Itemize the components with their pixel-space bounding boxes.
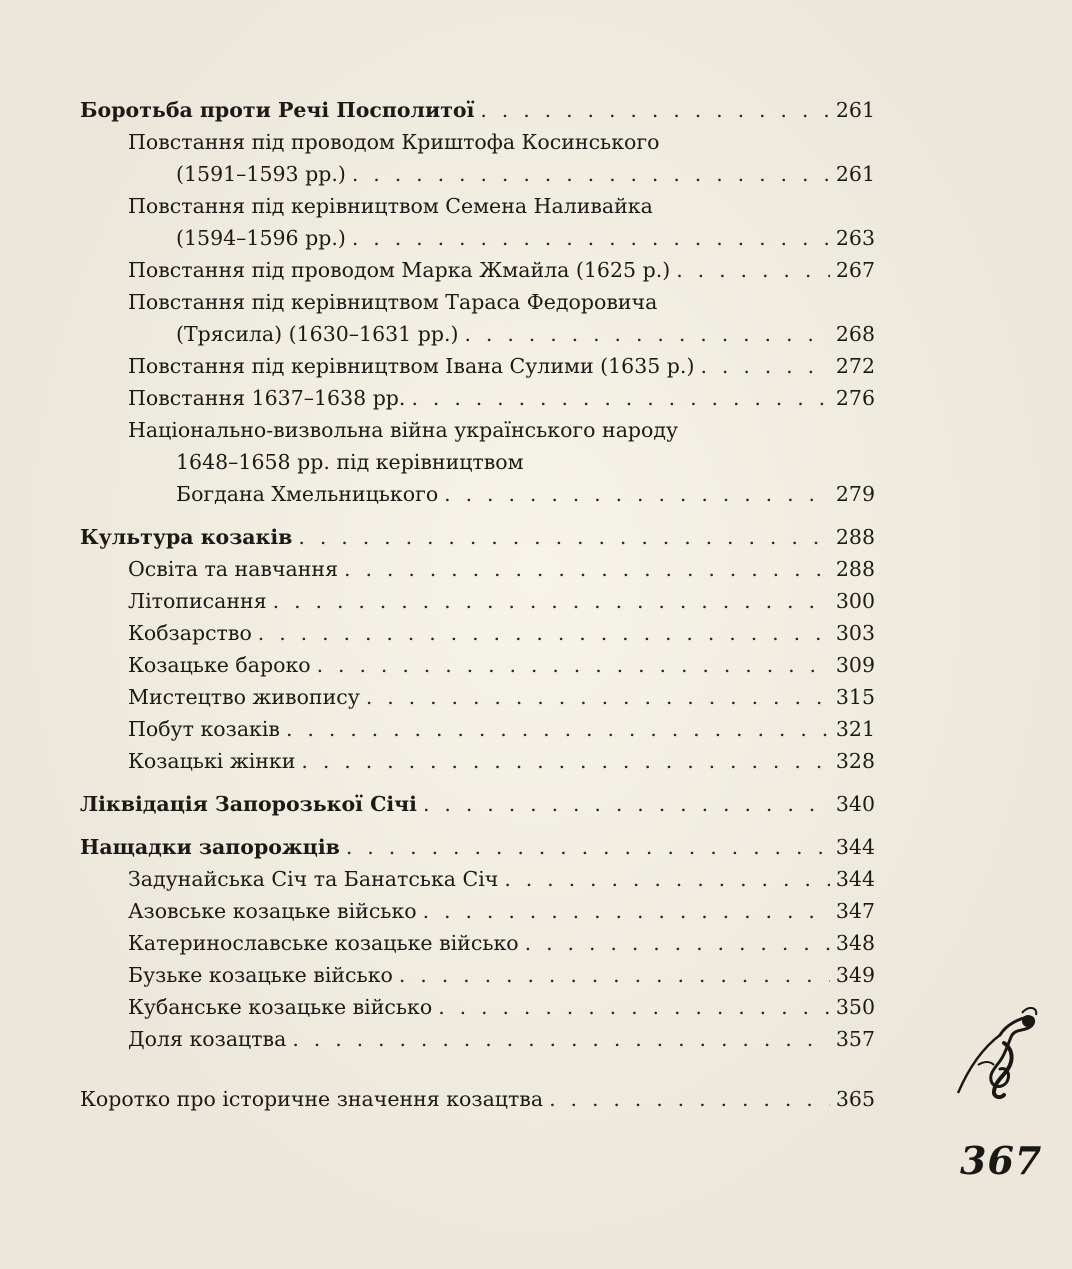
toc-leader-dots bbox=[423, 895, 830, 927]
table-of-contents bbox=[80, 94, 875, 1115]
toc-entry bbox=[80, 927, 875, 959]
toc-leader-dots bbox=[480, 94, 829, 126]
toc-entry-page: 288 bbox=[835, 525, 875, 549]
toc-entry-page: 279 bbox=[835, 482, 875, 506]
toc-entry bbox=[80, 585, 875, 617]
toc-entry-page: 261 bbox=[835, 98, 875, 122]
toc-entry bbox=[80, 446, 875, 478]
page-number: 367 bbox=[960, 1138, 1043, 1183]
toc-entry bbox=[80, 681, 875, 713]
toc-leader-dots bbox=[549, 1083, 830, 1115]
toc-entry-title: Бузьке козацьке військо bbox=[128, 963, 393, 987]
toc-entry-title: Кубанське козацьке військо bbox=[128, 995, 433, 1019]
toc-entry bbox=[80, 350, 875, 382]
toc-entry-title: 1648–1658 рр. під керівництвом bbox=[176, 450, 524, 474]
toc-entry-title: Повстання під проводом Марка Жмайла (1625 р.) bbox=[128, 258, 671, 282]
toc-entry-page: 267 bbox=[835, 258, 875, 282]
toc-entry-title: Літописання bbox=[128, 589, 267, 613]
toc-entry-page: 340 bbox=[835, 792, 875, 816]
toc-entry-title: (1594–1596 рр.) bbox=[176, 226, 346, 250]
toc-entry-title: Катеринославське козацьке військо bbox=[128, 931, 519, 955]
toc-entry-title: Національно-визвольна війна українського народу bbox=[128, 418, 679, 442]
toc-entry-page: 309 bbox=[835, 653, 875, 677]
toc-entry-page: 365 bbox=[835, 1087, 875, 1111]
toc-leader-dots bbox=[366, 681, 830, 713]
toc-entry-page: 268 bbox=[835, 322, 875, 346]
toc-entry bbox=[80, 126, 875, 158]
toc-entry-title: Повстання під проводом Криштофа Косинського bbox=[128, 130, 660, 154]
toc-entry-title: Козацьке бароко bbox=[128, 653, 311, 677]
toc-entry bbox=[80, 617, 875, 649]
toc-leader-dots bbox=[399, 959, 830, 991]
toc-section-entry bbox=[80, 831, 875, 863]
toc-entry-title: Богдана Хмельницького bbox=[176, 482, 439, 506]
toc-entry-title: Повстання 1637–1638 рр. bbox=[128, 386, 406, 410]
toc-entry bbox=[80, 254, 875, 286]
toc-leader-dots bbox=[352, 222, 830, 254]
toc-entry bbox=[80, 158, 875, 190]
cossack-figure-icon bbox=[948, 995, 1043, 1105]
toc-leader-dots bbox=[292, 1023, 830, 1055]
toc-entry-page: 349 bbox=[835, 963, 875, 987]
toc-entry-page: 263 bbox=[835, 226, 875, 250]
toc-entry-title: Доля козацтва bbox=[128, 1027, 287, 1051]
toc-section-entry bbox=[80, 788, 875, 820]
toc-entry bbox=[80, 286, 875, 318]
toc-section-entry bbox=[80, 521, 875, 553]
toc-leader-dots bbox=[258, 617, 830, 649]
toc-leader-dots bbox=[286, 713, 830, 745]
toc-entry bbox=[80, 222, 875, 254]
toc-entry-title: Освіта та навчання bbox=[128, 557, 339, 581]
toc-entry bbox=[80, 553, 875, 585]
toc-entry bbox=[80, 190, 875, 222]
toc-entry bbox=[80, 713, 875, 745]
toc-entry-title: Козацькі жінки bbox=[128, 749, 296, 773]
toc-entry-page: 303 bbox=[835, 621, 875, 645]
toc-entry-title: (1591–1593 рр.) bbox=[176, 162, 346, 186]
toc-entry-page: 347 bbox=[835, 899, 875, 923]
toc-entry bbox=[80, 318, 875, 350]
toc-entry bbox=[80, 895, 875, 927]
toc-entry-title: Культура козаків bbox=[80, 525, 293, 549]
toc-leader-dots bbox=[504, 863, 830, 895]
toc-leader-dots bbox=[301, 745, 829, 777]
toc-leader-dots bbox=[525, 927, 830, 959]
toc-entry-page: 357 bbox=[835, 1027, 875, 1051]
toc-entry-page: 276 bbox=[835, 386, 875, 410]
toc-entry bbox=[80, 414, 875, 446]
toc-leader-dots bbox=[676, 254, 830, 286]
toc-entry-page: 321 bbox=[835, 717, 875, 741]
toc-entry-page: 300 bbox=[835, 589, 875, 613]
toc-entry bbox=[80, 745, 875, 777]
toc-leader-dots bbox=[411, 382, 829, 414]
toc-leader-dots bbox=[700, 350, 829, 382]
toc-section-entry bbox=[80, 94, 875, 126]
toc-entry-title: Боротьба проти Речі Посполитої bbox=[80, 98, 475, 122]
toc-entry-page: 344 bbox=[835, 867, 875, 891]
toc-entry bbox=[80, 863, 875, 895]
toc-leader-dots bbox=[344, 553, 830, 585]
toc-entry bbox=[80, 478, 875, 510]
toc-leader-dots bbox=[465, 318, 830, 350]
toc-entry-title: Задунайська Січ та Банатська Січ bbox=[128, 867, 499, 891]
toc-leader-dots bbox=[298, 521, 829, 553]
toc-entry-page: 348 bbox=[835, 931, 875, 955]
toc-entry bbox=[80, 1083, 875, 1115]
toc-entry-page: 350 bbox=[835, 995, 875, 1019]
toc-entry-page: 288 bbox=[835, 557, 875, 581]
toc-entry-title: Ліквідація Запорозької Січі bbox=[80, 792, 417, 816]
toc-entry-title: Нащадки запорожців bbox=[80, 835, 340, 859]
toc-leader-dots bbox=[317, 649, 830, 681]
toc-leader-dots bbox=[444, 478, 830, 510]
toc-entry bbox=[80, 991, 875, 1023]
toc-entry bbox=[80, 382, 875, 414]
toc-entry-title: Азовське козацьке військо bbox=[128, 899, 417, 923]
toc-leader-dots bbox=[352, 158, 830, 190]
toc-leader-dots bbox=[438, 991, 830, 1023]
toc-leader-dots bbox=[273, 585, 830, 617]
toc-entry-title: Повстання під керівництвом Семена Наливайка bbox=[128, 194, 653, 218]
toc-leader-dots bbox=[346, 831, 830, 863]
toc-entry-page: 344 bbox=[835, 835, 875, 859]
toc-entry-page: 328 bbox=[835, 749, 875, 773]
toc-entry-title: Кобзарство bbox=[128, 621, 252, 645]
toc-entry-page: 261 bbox=[835, 162, 875, 186]
toc-entry-title: Мистецтво живопису bbox=[128, 685, 360, 709]
toc-entry-title: Повстання під керівництвом Івана Сулими (1635 р.) bbox=[128, 354, 695, 378]
toc-entry-title: Побут козаків bbox=[128, 717, 280, 741]
toc-entry-page: 315 bbox=[835, 685, 875, 709]
toc-entry bbox=[80, 1023, 875, 1055]
toc-entry bbox=[80, 959, 875, 991]
toc-entry bbox=[80, 649, 875, 681]
toc-leader-dots bbox=[423, 788, 830, 820]
toc-entry-title: Повстання під керівництвом Тараса Федоровича bbox=[128, 290, 658, 314]
toc-entry-page: 272 bbox=[835, 354, 875, 378]
toc-entry-title: (Трясила) (1630–1631 рр.) bbox=[176, 322, 459, 346]
toc-entry-title: Коротко про історичне значення козацтва bbox=[80, 1087, 544, 1111]
